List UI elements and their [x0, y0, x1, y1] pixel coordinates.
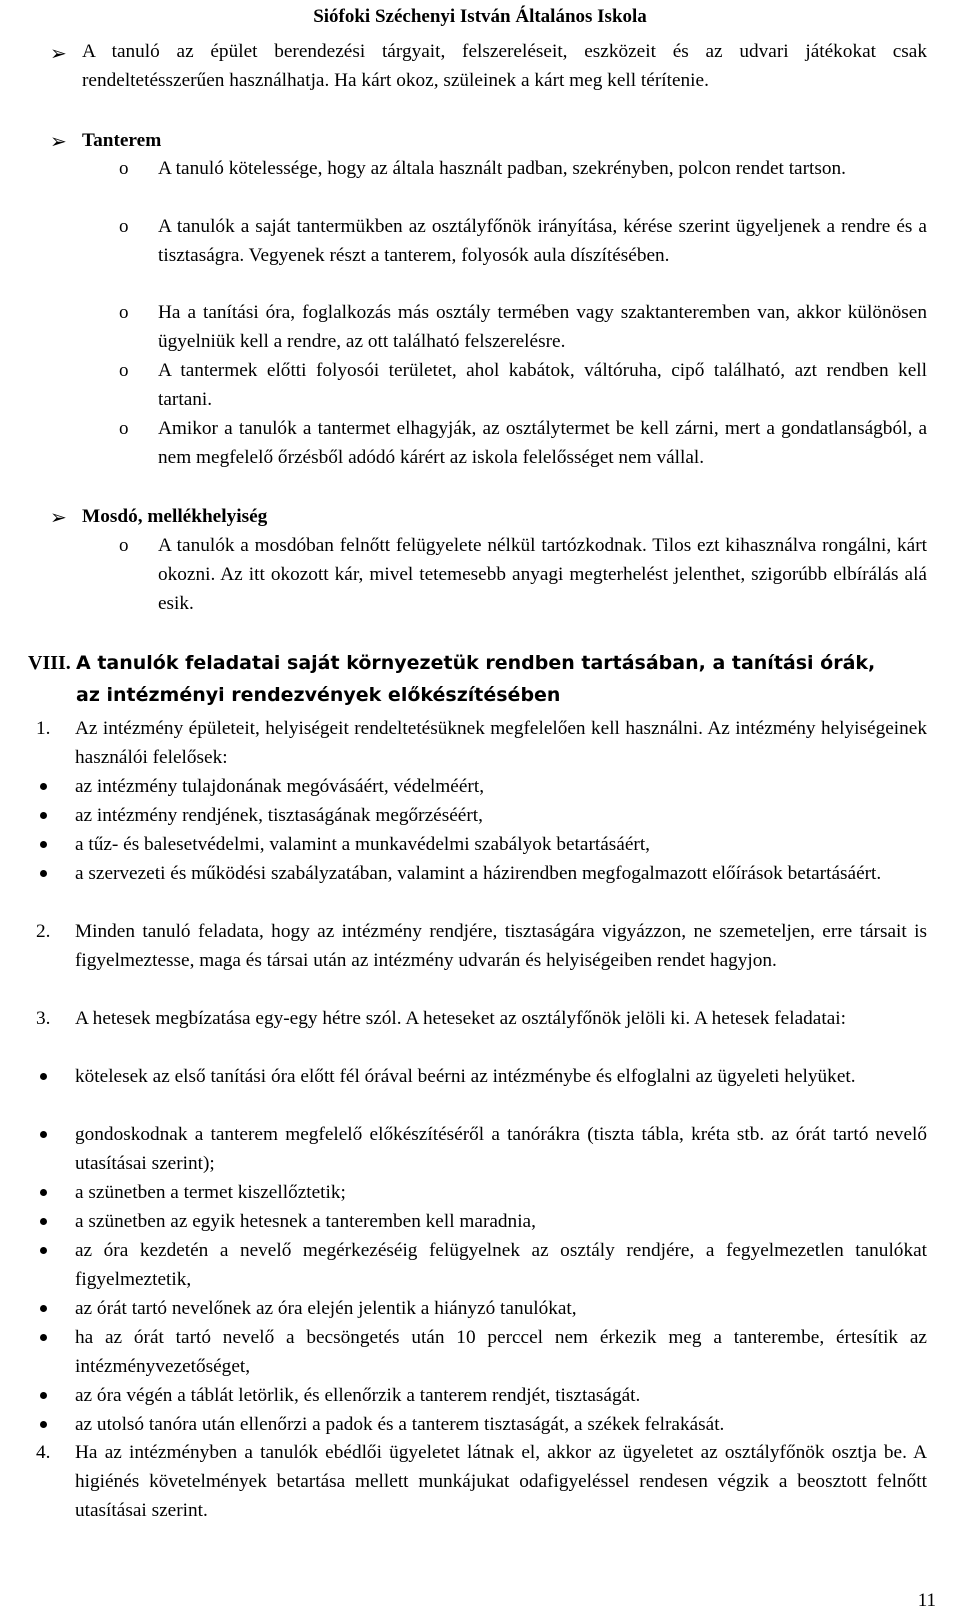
bullet-dot-icon — [40, 1334, 47, 1341]
p3-bullet-2: gondoskodnak a tanterem megfelelő előkészítéséről a tanórákra (tiszta tábla, kréta stb. az órát tartó nevelő utasításai szerint); — [75, 1124, 927, 1174]
bullet-dot-icon — [40, 1218, 47, 1225]
circle-bullet-icon: o — [119, 216, 129, 237]
arrow-bullet-icon: ➢ — [50, 131, 67, 153]
tanterem-item-1: A tanuló kötelessége, hogy az általa használt padban, szekrényben, polcon rendet tartson. — [158, 158, 846, 179]
p3-bullet-5: az óra kezdetén a nevelő megérkezéséig felügyelnek az osztály rendjére, a fegyelmezetlen tanulókat figyelmeztetik, — [75, 1240, 927, 1290]
school-header: Siófoki Széchenyi István Általános Iskola — [313, 6, 647, 27]
bullet-dot-icon — [40, 1189, 47, 1196]
intro-paragraph: A tanuló az épület berendezési tárgyait, felszereléseit, eszközeit és az udvari játékokat csak rendeltetésszerűen használhatja. Ha kárt okoz, szüleinek a kárt meg kell térítenie. — [82, 41, 927, 91]
mosdo-item-1: A tanulók a mosdóban felnőtt felügyelete nélkül tartózkodnak. Tilos ezt kihasználva rongálni, kárt okozni. Az itt okozott kár, mivel tetemesebb anyagi megterhelést jelenthet, szigorúbb elbírálás alá esik. — [158, 535, 927, 614]
bullet-dot-icon — [40, 1131, 47, 1138]
bullet-dot-icon — [40, 1305, 47, 1312]
bullet-dot-icon — [40, 1247, 47, 1254]
p3-bullet-9: az utolsó tanóra után ellenőrzi a padok és a tanterem tisztaságát, a székek felrakását. — [75, 1414, 725, 1435]
bullet-dot-icon — [40, 870, 47, 877]
bullet-dot-icon — [40, 1073, 47, 1080]
paragraph-4-text: Ha az intézményben a tanulók ebédlői ügyeletet látnak el, akkor az ügyeletet az osztályfőnök osztja be. A higiénés követelmények betartása mellett munkájukat odafigyeléssel rendesen végzik a beosztott felnőtt utasításai szerint. — [75, 1442, 927, 1521]
tanterem-item-4: A tantermek előtti folyosói területet, ahol kabátok, váltóruha, cipő található, azt rendben kell tartani. — [158, 360, 927, 410]
paragraph-number: 4. — [36, 1442, 51, 1463]
p1-bullet-3: a tűz- és balesetvédelmi, valamint a munkavédelmi szabályok betartásáért, — [75, 834, 650, 855]
tanterem-item-2: A tanulók a saját tantermükben az osztályfőnök irányítása, kérése szerint ügyeljenek a rendre és a tisztaságra. Vegyenek részt a tanterem, folyosók aula díszítésében. — [158, 216, 927, 266]
p1-bullet-4: a szervezeti és működési szabályzatában, valamint a házirendben megfogalmazott előírások betartásáért. — [75, 863, 882, 884]
paragraph-number: 2. — [36, 921, 51, 942]
p3-bullet-8: az óra végén a táblát letörlik, és ellenőrzik a tanterem rendjét, tisztaságát. — [75, 1385, 641, 1406]
section-title-line-2: az intézményi rendezvények előkészítésében — [76, 684, 561, 706]
paragraph-3-text: A hetesek megbízatása egy-egy hétre szól. A heteseket az osztályfőnök jelöli ki. A hetesek feladatai: — [75, 1008, 846, 1029]
tanterem-item-3: Ha a tanítási óra, foglalkozás más osztály termében vagy szaktanteremben van, akkor különösen ügyelniük kell a rendre, az ott található felszerelésre. — [158, 302, 927, 352]
circle-bullet-icon: o — [119, 535, 129, 556]
tanterem-item-5: Amikor a tanulók a tantermet elhagyják, az osztálytermet be kell zárni, mert a gondatlanságból, a nem megfelelő őrzésből adódó kárért az iskola felelősséget nem vállal. — [158, 418, 927, 468]
paragraph-2-text: Minden tanuló feladata, hogy az intézmény rendjére, tisztaságára vigyázzon, ne szemeteljen, erre társait is figyelmeztesse, maga és társai után az intézmény udvarán és helyiségeiben rendet hagyjon. — [75, 921, 927, 971]
paragraph-number: 3. — [36, 1008, 51, 1029]
page-number: 11 — [917, 1590, 936, 1611]
p3-bullet-7: ha az órát tartó nevelő a becsöngetés után 10 perccel nem érkezik meg a tanterembe, értesítik az intézményvezetőséget, — [75, 1327, 927, 1377]
paragraph-1-text: Az intézmény épületeit, helyiségeit rendeltetésüknek megfelelően kell használni. Az intézmény helyiségeinek használói felelősek: — [75, 718, 927, 768]
p3-bullet-4: a szünetben az egyik hetesnek a tanteremben kell maradnia, — [75, 1211, 536, 1232]
circle-bullet-icon: o — [119, 360, 129, 381]
bullet-dot-icon — [40, 841, 47, 848]
circle-bullet-icon: o — [119, 158, 129, 179]
circle-bullet-icon: o — [119, 302, 129, 323]
tanterem-heading: Tanterem — [82, 130, 162, 151]
p1-bullet-1: az intézmény tulajdonának megóvásáért, védelméért, — [75, 776, 485, 797]
bullet-dot-icon — [40, 783, 47, 790]
arrow-bullet-icon: ➢ — [50, 43, 67, 65]
section-number: VIII. — [28, 652, 71, 674]
section-title-line-1: A tanulók feladatai saját környezetük rendben tartásában, a tanítási órák, — [76, 652, 876, 674]
paragraph-number: 1. — [36, 718, 51, 739]
bullet-dot-icon — [40, 1392, 47, 1399]
arrow-bullet-icon: ➢ — [50, 507, 67, 529]
p3-bullet-6: az órát tartó nevelőnek az óra elején jelentik a hiányzó tanulókat, — [75, 1298, 577, 1319]
bullet-dot-icon — [40, 1421, 47, 1428]
circle-bullet-icon: o — [119, 418, 129, 439]
p1-bullet-2: az intézmény rendjének, tisztaságának megőrzéséért, — [75, 805, 483, 826]
p3-bullet-1: kötelesek az első tanítási óra előtt fél órával beérni az intézménybe és elfoglalni az ügyeleti helyüket. — [75, 1066, 856, 1087]
bullet-dot-icon — [40, 812, 47, 819]
p3-bullet-3: a szünetben a termet kiszellőztetik; — [75, 1182, 346, 1203]
mosdo-heading: Mosdó, mellékhelyiség — [82, 506, 268, 527]
